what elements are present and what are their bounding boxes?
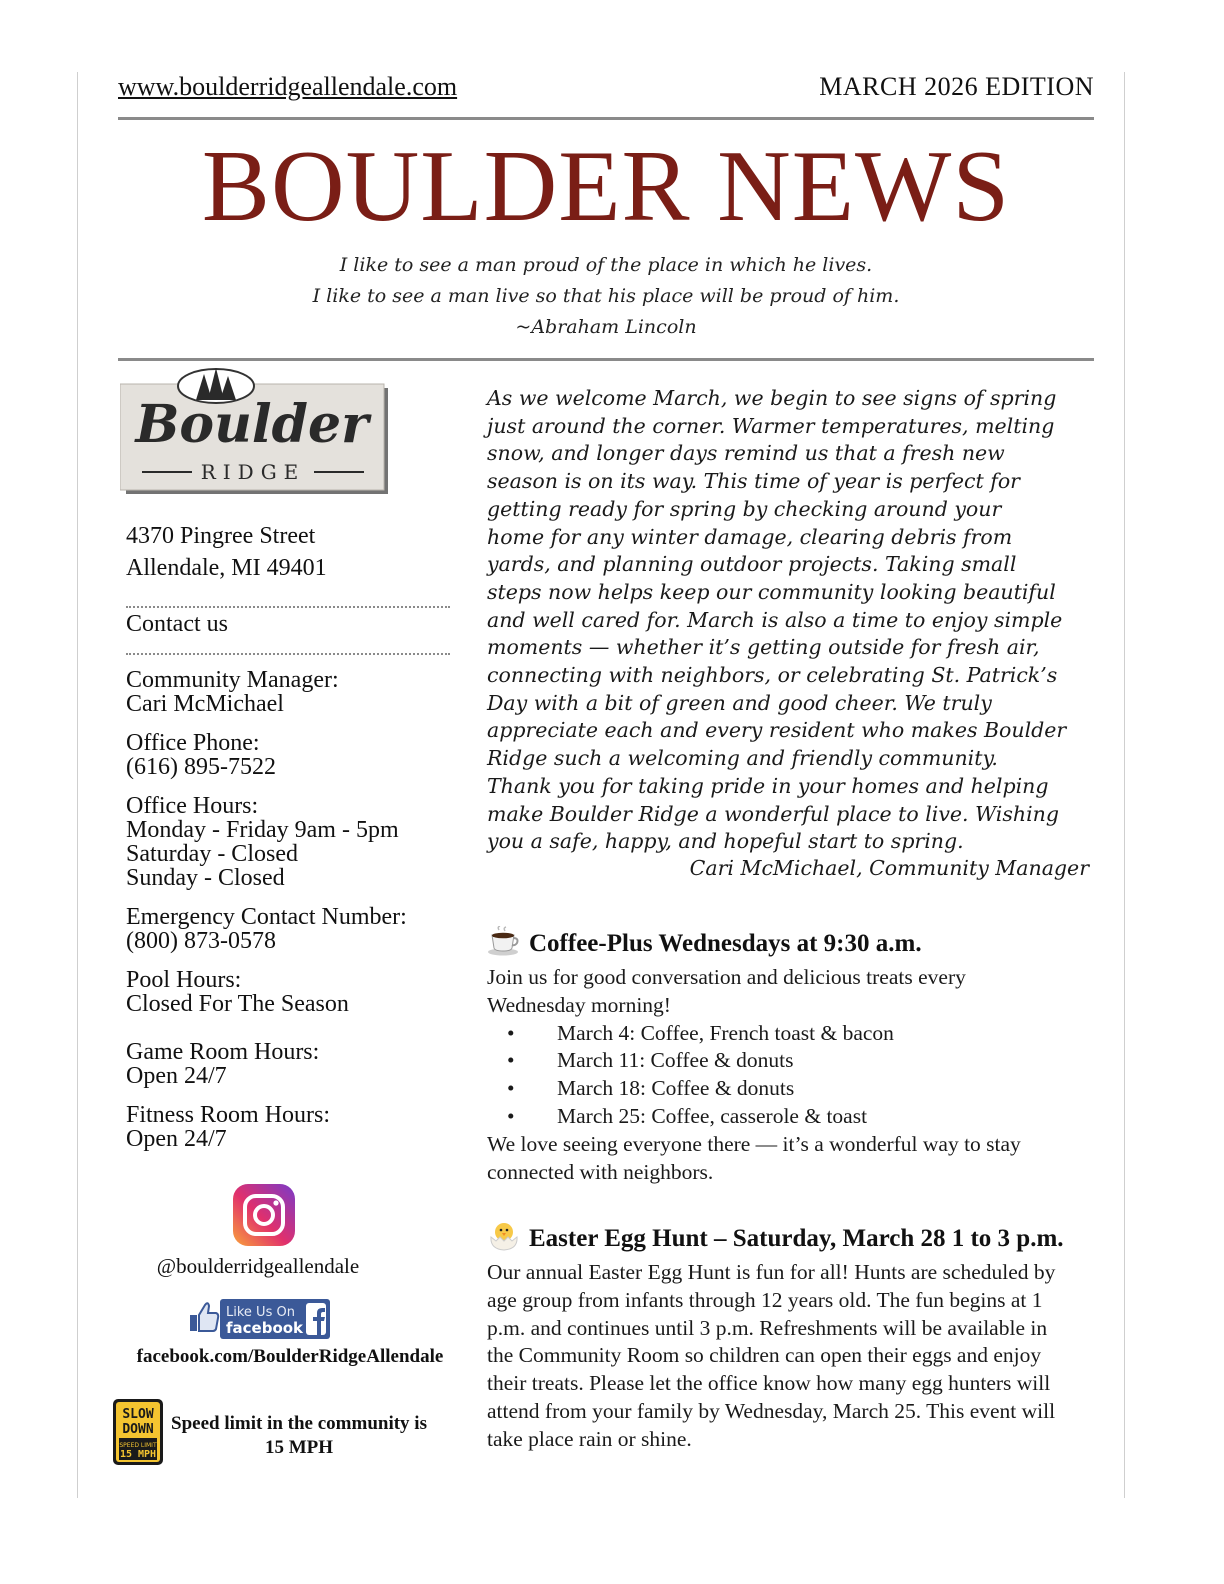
sign-line-1: SLOW bbox=[122, 1407, 154, 1422]
coffee-intro-line-2: Wednesday morning! bbox=[487, 992, 671, 1017]
website-link[interactable]: www.boulderridgeallendale.com bbox=[118, 72, 458, 101]
bullet-icon: • bbox=[507, 1103, 515, 1128]
hours-label: Office Hours: bbox=[126, 793, 259, 819]
coffee-outro-line-2: connected with neighbors. bbox=[487, 1159, 714, 1184]
header-rule bbox=[118, 117, 1094, 120]
coffee-list-item bbox=[487, 1075, 1127, 1103]
facebook-badge-top: Like Us On bbox=[226, 1305, 295, 1320]
manager-name: Cari McMichael bbox=[126, 691, 284, 717]
pool-hours: Closed For The Season bbox=[126, 991, 349, 1017]
letter-line: Thank you for taking pride in your homes and helping bbox=[487, 773, 1049, 798]
letter-line: yards, and planning outdoor projects. Taking small bbox=[487, 552, 1017, 577]
facebook-badge-bottom: facebook bbox=[226, 1319, 304, 1337]
section-rule bbox=[118, 358, 1094, 361]
phone-label: Office Phone: bbox=[126, 730, 260, 756]
sign-line-2: DOWN bbox=[122, 1422, 154, 1437]
speed-limit-text bbox=[166, 1412, 432, 1460]
bullet-icon: • bbox=[507, 1076, 515, 1101]
game-room-label: Game Room Hours: bbox=[126, 1039, 320, 1065]
letter-line: Day with a bit of green and good cheer. We truly bbox=[487, 690, 992, 715]
top-bar bbox=[118, 72, 1094, 108]
easter-line: their treats. Please let the office know how many egg hunters will bbox=[487, 1371, 1051, 1396]
coffee-cup-icon bbox=[487, 926, 521, 956]
easter-line: attend from your family by Wednesday, March 25. This event will bbox=[487, 1398, 1056, 1423]
hours-weekday: Monday - Friday 9am - 5pm bbox=[126, 817, 399, 843]
pool-info bbox=[126, 968, 349, 1016]
game-room-hours: Open 24/7 bbox=[126, 1063, 227, 1089]
dotted-divider bbox=[126, 653, 450, 655]
phone-info bbox=[126, 731, 276, 779]
coffee-item-text: March 11: Coffee & donuts bbox=[557, 1048, 794, 1073]
bullet-icon: • bbox=[507, 1020, 515, 1045]
sign-line-3: SPEED LIMIT bbox=[119, 1442, 157, 1449]
coffee-title: Coffee-Plus Wednesdays at 9:30 a.m. bbox=[529, 930, 922, 957]
address-street: 4370 Pingree Street bbox=[126, 523, 316, 549]
letter-line: you a safe, happy, and hopeful start to spring. bbox=[487, 829, 964, 854]
quote-attribution: ~Abraham Lincoln bbox=[515, 316, 697, 338]
easter-heading bbox=[487, 1221, 1064, 1253]
lincoln-quote bbox=[118, 250, 1094, 343]
thumbs-up-icon bbox=[190, 1303, 218, 1331]
letter-line: steps now helps keep our community looking beautiful bbox=[487, 579, 1056, 604]
speed-text-line-1: Speed limit in the community is bbox=[171, 1413, 427, 1434]
emergency-info bbox=[126, 905, 407, 953]
fitness-room-info bbox=[126, 1103, 330, 1151]
address bbox=[126, 520, 327, 584]
letter-line: moments — whether it’s getting outside for fresh air, bbox=[487, 635, 1040, 660]
letter-line: just around the corner. Warmer temperatures, melting bbox=[487, 413, 1055, 438]
slow-down-sign-icon bbox=[112, 1398, 164, 1466]
game-room-info bbox=[126, 1040, 319, 1088]
quote-line-1: I like to see a man proud of the place in which he lives. bbox=[339, 254, 873, 276]
sign-line-4: 15 MPH bbox=[119, 1449, 157, 1460]
manager-info bbox=[126, 668, 339, 716]
letter-line: appreciate each and every resident who makes Boulder bbox=[487, 718, 1067, 743]
letter-line: and well cared for. March is also a time to enjoy simple bbox=[487, 607, 1063, 632]
easter-title: Easter Egg Hunt – Saturday, March 28 1 to 3 p.m. bbox=[529, 1225, 1064, 1252]
contact-heading: Contact us bbox=[126, 611, 228, 637]
facebook-url[interactable]: facebook.com/BoulderRidgeAllendale bbox=[136, 1346, 444, 1367]
logo-sub: RIDGE bbox=[200, 460, 306, 484]
office-hours-info bbox=[126, 794, 399, 890]
letter-line: snow, and longer days remind us that a fresh new bbox=[487, 441, 1005, 466]
letter-line: As we welcome March, we begin to see signs of spring bbox=[487, 386, 1057, 410]
phone-number: (616) 895-7522 bbox=[126, 754, 276, 780]
letter-line: Ridge such a welcoming and friendly community. bbox=[487, 746, 998, 771]
hatching-chick-icon bbox=[487, 1221, 521, 1251]
coffee-item-text: March 4: Coffee, French toast & bacon bbox=[557, 1020, 894, 1045]
dotted-divider bbox=[126, 606, 450, 608]
coffee-item-text: March 25: Coffee, casserole & toast bbox=[557, 1103, 868, 1128]
emergency-number: (800) 873-0578 bbox=[126, 928, 276, 954]
coffee-list-item bbox=[487, 1047, 1127, 1075]
letter-line: getting ready for spring by checking around your bbox=[487, 496, 1002, 521]
fitness-room-label: Fitness Room Hours: bbox=[126, 1102, 331, 1128]
coffee-body bbox=[487, 964, 1127, 1186]
bullet-icon: • bbox=[507, 1048, 515, 1073]
letter-line: connecting with neighbors, or celebrating St. Patrick’s bbox=[487, 663, 1058, 688]
letter-line: make Boulder Ridge a wonderful place to live. Wishing bbox=[487, 801, 1059, 826]
address-city: Allendale, MI 49401 bbox=[126, 555, 327, 581]
coffee-item-text: March 18: Coffee & donuts bbox=[557, 1076, 795, 1101]
boulder-ridge-logo bbox=[120, 366, 392, 498]
easter-line: age group from infants through 12 years old. The fun begins at 1 bbox=[487, 1287, 1043, 1312]
letter-signature: Cari McMichael, Community Manager bbox=[689, 856, 1089, 880]
instagram-icon[interactable] bbox=[232, 1183, 296, 1247]
easter-line: the Community Room so children can open their eggs and enjoy bbox=[487, 1343, 1042, 1368]
emergency-label: Emergency Contact Number: bbox=[126, 904, 407, 930]
easter-line: p.m. and continues until 3 p.m. Refreshments will be available in bbox=[487, 1315, 1048, 1340]
letter-line: home for any winter damage, clearing debris from bbox=[487, 524, 1013, 549]
hours-saturday: Saturday - Closed bbox=[126, 841, 298, 867]
masthead-title: BOULDER NEWS bbox=[201, 130, 1011, 243]
page-border-left bbox=[77, 72, 78, 1498]
easter-line: take place rain or shine. bbox=[487, 1426, 692, 1451]
manager-label: Community Manager: bbox=[126, 667, 339, 693]
logo-word: Boulder bbox=[135, 394, 369, 455]
speed-text-line-2: 15 MPH bbox=[264, 1437, 334, 1458]
letter-line: season is on its way. This time of year is perfect for bbox=[487, 469, 1020, 494]
coffee-list-item bbox=[487, 1103, 1127, 1131]
pool-label: Pool Hours: bbox=[126, 967, 242, 993]
manager-letter bbox=[487, 385, 1117, 856]
coffee-outro-line-1: We love seeing everyone there — it’s a wonderful way to stay bbox=[487, 1131, 1021, 1156]
coffee-intro-line-1: Join us for good conversation and delicious treats every bbox=[487, 965, 966, 989]
coffee-heading bbox=[487, 926, 922, 958]
coffee-list-item bbox=[487, 1020, 1127, 1048]
easter-body bbox=[487, 1259, 1127, 1454]
fitness-room-hours: Open 24/7 bbox=[126, 1126, 227, 1152]
quote-line-2: I like to see a man live so that his place will be proud of him. bbox=[312, 285, 900, 307]
facebook-like-badge[interactable] bbox=[188, 1297, 332, 1341]
hours-sunday: Sunday - Closed bbox=[126, 865, 285, 891]
easter-line: Our annual Easter Egg Hunt is fun for all! Hunts are scheduled by bbox=[487, 1260, 1056, 1284]
instagram-handle[interactable]: @boulderridgeallendale bbox=[156, 1254, 360, 1278]
edition-label: MARCH 2026 EDITION bbox=[819, 72, 1094, 101]
